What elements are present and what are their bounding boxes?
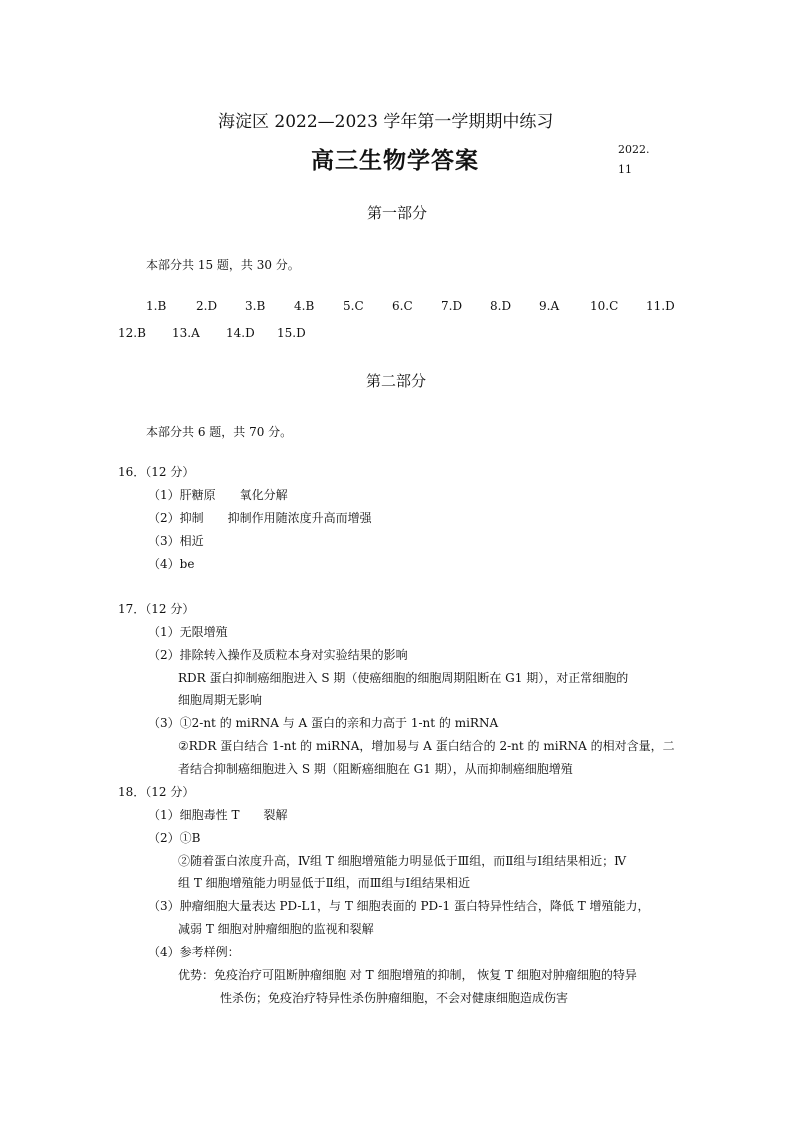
answer-item: 13.A [172,326,200,340]
q18-line: （1）细胞毒性 T 裂解 [148,808,288,822]
answer-item: 8.D [490,299,512,313]
answer-item: 11.D [646,299,675,313]
q18-line: （2）①B [148,831,201,845]
answer-item: 9.A [539,299,560,313]
q17-line: 细胞周期无影响 [178,693,263,707]
answer-item: 6.C [392,299,413,313]
q17-line: RDR 蛋白抑制癌细胞进入 S 期（使癌细胞的细胞周期阻断在 G1 期），对正常细胞的 [178,671,629,685]
q18-line: 组 T 细胞增殖能力明显低于Ⅱ组，而Ⅲ组与Ⅰ组结果相近 [178,876,471,890]
q18-line: ②随着蛋白浓度升高，Ⅳ组 T 细胞增殖能力明显低于Ⅲ组，而Ⅱ组与Ⅰ组结果相近；Ⅳ [178,854,627,868]
q17-line: 者结合抑制癌细胞进入 S 期（阻断癌细胞在 G1 期），从而抑制癌细胞增殖 [178,762,573,776]
q17-line: （2）排除转入操作及质粒本身对实验结果的影响 [148,648,408,662]
answer-item: 15.D [277,326,306,340]
q16-line: （4）be [148,557,195,571]
document-subtitle: 高三生物学答案 [311,147,479,174]
date-year: 2022. [618,143,650,156]
q17-line: （1）无限增殖 [148,625,228,639]
answer-item: 5.C [343,299,364,313]
q16-line: （2）抑制 抑制作用随浓度升高而增强 [148,511,372,525]
part1-intro: 本部分共 15 题，共 30 分。 [146,258,300,272]
question-17-title: 17．（12 分） [118,602,195,616]
document-date [618,140,650,180]
q17-line: ②RDR 蛋白结合 1-nt 的 miRNA，增加易与 A 蛋白结合的 2-nt 的 miRNA 的相对含量，二 [178,739,675,753]
answer-item: 7.D [441,299,463,313]
document-title: 海淀区 2022—2023 学年第一学期期中练习 [218,112,554,132]
answer-item: 14.D [226,326,255,340]
date-month: 11 [618,163,632,176]
part1-heading: 第一部分 [367,204,428,222]
q18-line: 减弱 T 细胞对肿瘤细胞的监视和裂解 [178,922,374,936]
q18-line: 性杀伤；免疫治疗特异性杀伤肿瘤细胞，不会对健康细胞造成伤害 [220,991,569,1005]
q18-line: 优势：免疫治疗可阻断肿瘤细胞 对 T 细胞增殖的抑制， 恢复 T 细胞对肿瘤细胞的特异 [178,968,637,982]
part2-heading: 第二部分 [366,372,427,390]
answer-item: 1.B [146,299,167,313]
q18-line: （4）参考样例： [148,945,240,959]
q16-line: （1）肝糖原 氧化分解 [148,488,288,502]
answer-item: 10.C [590,299,619,313]
answer-item: 4.B [294,299,315,313]
answer-item: 12.B [118,326,146,340]
q17-line: （3）①2-nt 的 miRNA 与 A 蛋白的亲和力高于 1-nt 的 miRNA [148,716,499,730]
answer-item: 3.B [245,299,266,313]
answer-item: 2.D [196,299,218,313]
question-18-title: 18．（12 分） [118,785,195,799]
part2-intro: 本部分共 6 题，共 70 分。 [146,425,293,439]
question-16-title: 16．（12 分） [118,465,195,479]
q18-line: （3）肿瘤细胞大量表达 PD-L1，与 T 细胞表面的 PD-1 蛋白特异性结合，降低 T 增殖能力， [148,899,650,913]
q16-line: （3）相近 [148,534,204,548]
